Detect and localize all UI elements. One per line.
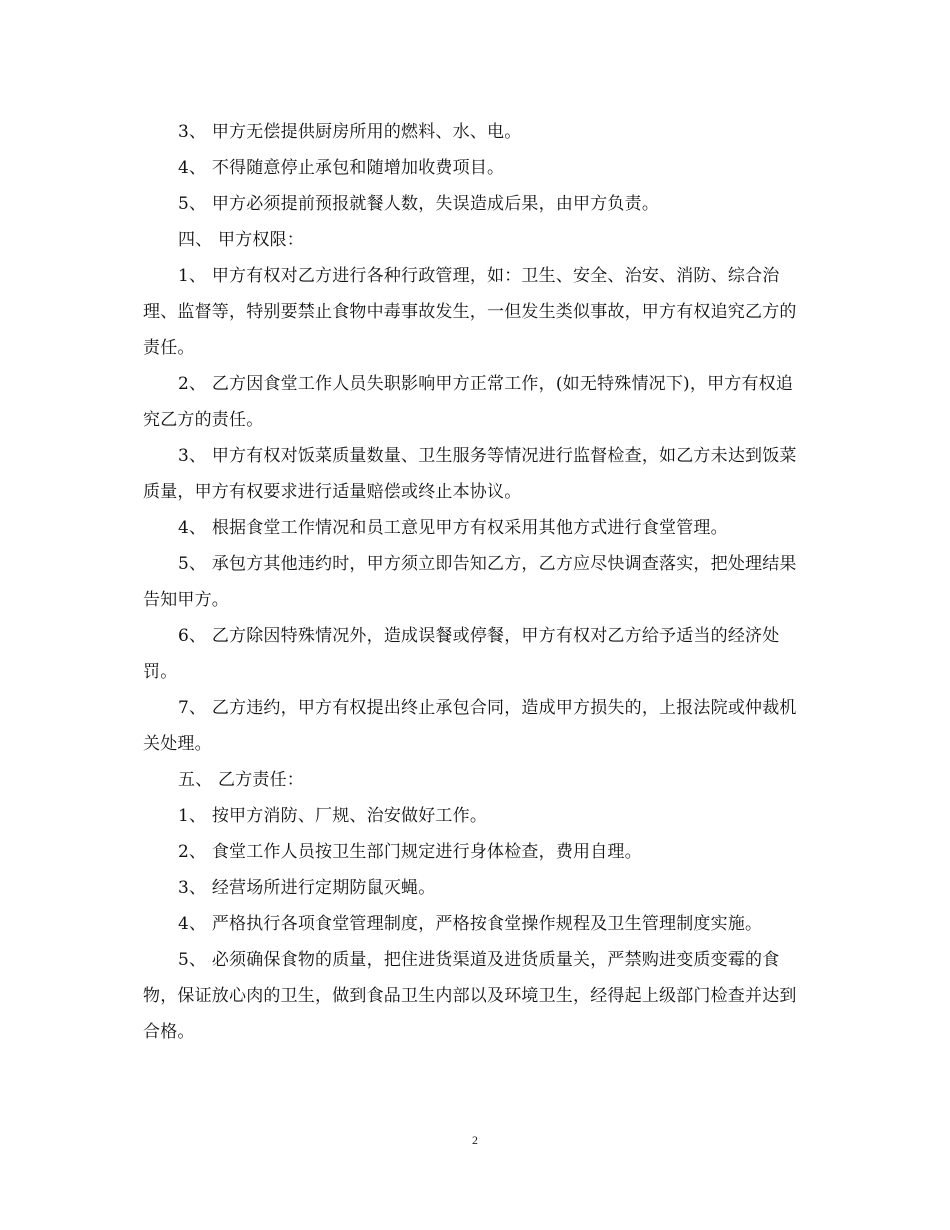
paragraph-staff-negligence: 2、 乙方因食堂工作人员失职影响甲方正常工作，(如无特殊情况下)，甲方有权追究乙方的责任。 [143,374,794,430]
paragraph-pest-control: 3、 经营场所进行定期防鼠灭蝇。 [178,878,436,898]
paragraph-contract-termination: 7、 乙方违约，甲方有权提出终止承包合同，造成甲方损失的，上报法院或仲裁机关处理。 [143,698,797,754]
paragraph-quality-inspection: 3、 甲方有权对饭菜质量数量、卫生服务等情况进行监督检查，如乙方未达到饭菜质量，甲方有权要求进行适量赔偿或终止本协议。 [143,446,797,502]
page-number: 2 [472,1133,478,1147]
paragraph-health-check: 2、 食堂工作人员按卫生部门规定进行身体检查，费用自理。 [178,842,642,862]
paragraph-management-rules: 4、 严格执行各项食堂管理制度，严格按食堂操作规程及卫生管理制度实施。 [178,914,763,934]
paragraph-no-stopping-contract: 4、 不得随意停止承包和随增加收费项目。 [178,158,505,178]
paragraph-report-diners: 5、 甲方必须提前预报就餐人数，失误造成后果，由甲方负责。 [178,194,660,214]
paragraph-meal-interruption-penalty: 6、 乙方除因特殊情况外，造成误餐或停餐，甲方有权对乙方给予适当的经济处罚。 [143,626,780,682]
paragraph-breach-notification: 5、 承包方其他违约时，甲方须立即告知乙方，乙方应尽快调查落实，把处理结果告知甲方。 [143,554,797,610]
paragraph-food-quality: 5、 必须确保食物的质量，把住进货渠道及进货质量关，严禁购进变质变霉的食物，保证放心肉的卫生，做到食品卫生内部以及环境卫生，经得起上级部门检查并达到合格。 [143,950,797,1042]
paragraph-other-management-methods: 4、 根据食堂工作情况和员工意见甲方有权采用其他方式进行食堂管理。 [178,518,728,538]
section-heading-party-a-rights: 四、 甲方权限： [178,230,305,250]
document-body [143,114,807,1050]
section-heading-party-b-duties: 五、 乙方责任： [178,770,305,790]
paragraph-fire-safety-rules: 1、 按甲方消防、厂规、治安做好工作。 [178,806,488,826]
paragraph-administrative-management: 1、 甲方有权对乙方进行各种行政管理，如：卫生、安全、治安、消防、综合治理、监督等，特别要禁止食物中毒事故发生，一但发生类似事故，甲方有权追究乙方的责任。 [143,266,797,358]
paragraph-fuel-water-electricity: 3、 甲方无偿提供厨房所用的燃料、水、电。 [178,122,522,142]
